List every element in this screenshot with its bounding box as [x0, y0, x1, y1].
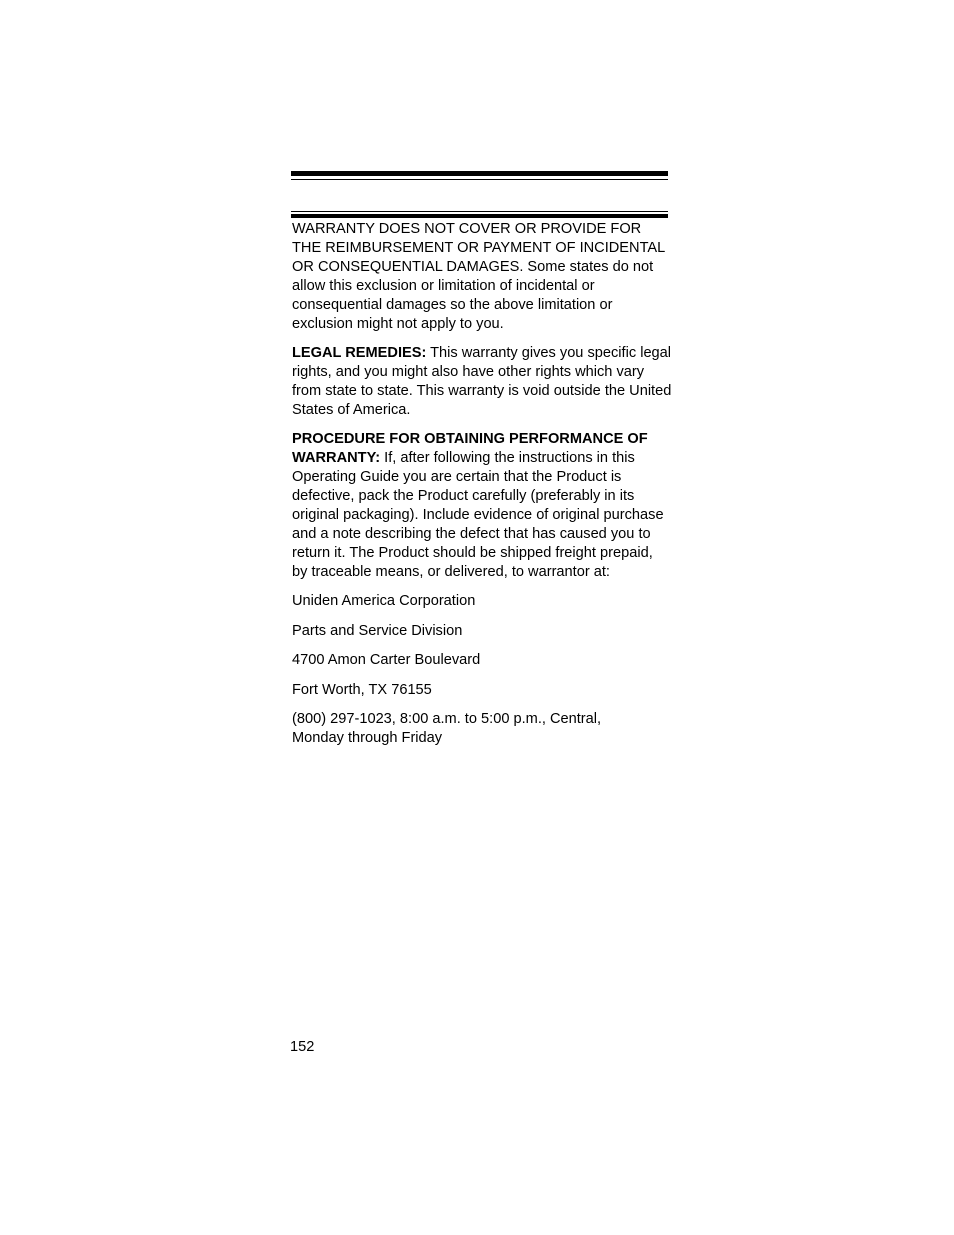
section-rule-thick	[291, 214, 668, 218]
address-phone-hours: (800) 297-1023, 8:00 a.m. to 5:00 p.m., Central, Monday through Friday	[292, 711, 602, 746]
procedure-paragraph	[292, 430, 672, 581]
procedure-text: If, after following the instructions in this Operating Guide you are certain that the Product is defective, pack the Product carefully (preferably in its original packaging). Include evidence of original purchase and a note describing the defect that has caused you to return it. The Product should be shipped freight prepaid, by traceable means, or delivered, to warrantor at:	[292, 450, 664, 580]
header-rule-thin	[291, 179, 668, 180]
header-rule-thick	[291, 171, 668, 176]
address-company: Uniden America Corporation	[292, 593, 476, 610]
legal-remedies-text: This warranty gives you specific legal rights, and you might also have other rights which vary from state to state. This warranty is void outside the United States of America.	[292, 345, 672, 418]
legal-remedies-paragraph	[292, 344, 672, 420]
damages-exclusion-paragraph: WARRANTY DOES NOT COVER OR PROVIDE FOR THE REIMBURSEMENT OR PAYMENT OF INCIDENTAL OR CONSEQUENTIAL DAMAGES. Some states do not allow this exclusion or limitation of incidental or consequential damages so the above limitation or exclusion might not apply to you.	[292, 221, 665, 332]
address-division: Parts and Service Division	[292, 622, 463, 639]
address-street: 4700 Amon Carter Boulevard	[292, 652, 481, 669]
warranty-text-block	[292, 220, 672, 759]
procedure-heading: PROCEDURE FOR OBTAINING PERFORMANCE OF WARRANTY:	[292, 431, 648, 467]
page-number: 152	[290, 1039, 315, 1055]
legal-remedies-heading: LEGAL REMEDIES:	[292, 345, 427, 362]
section-rule-thin	[291, 211, 668, 212]
address-city: Fort Worth, TX 76155	[292, 681, 432, 698]
